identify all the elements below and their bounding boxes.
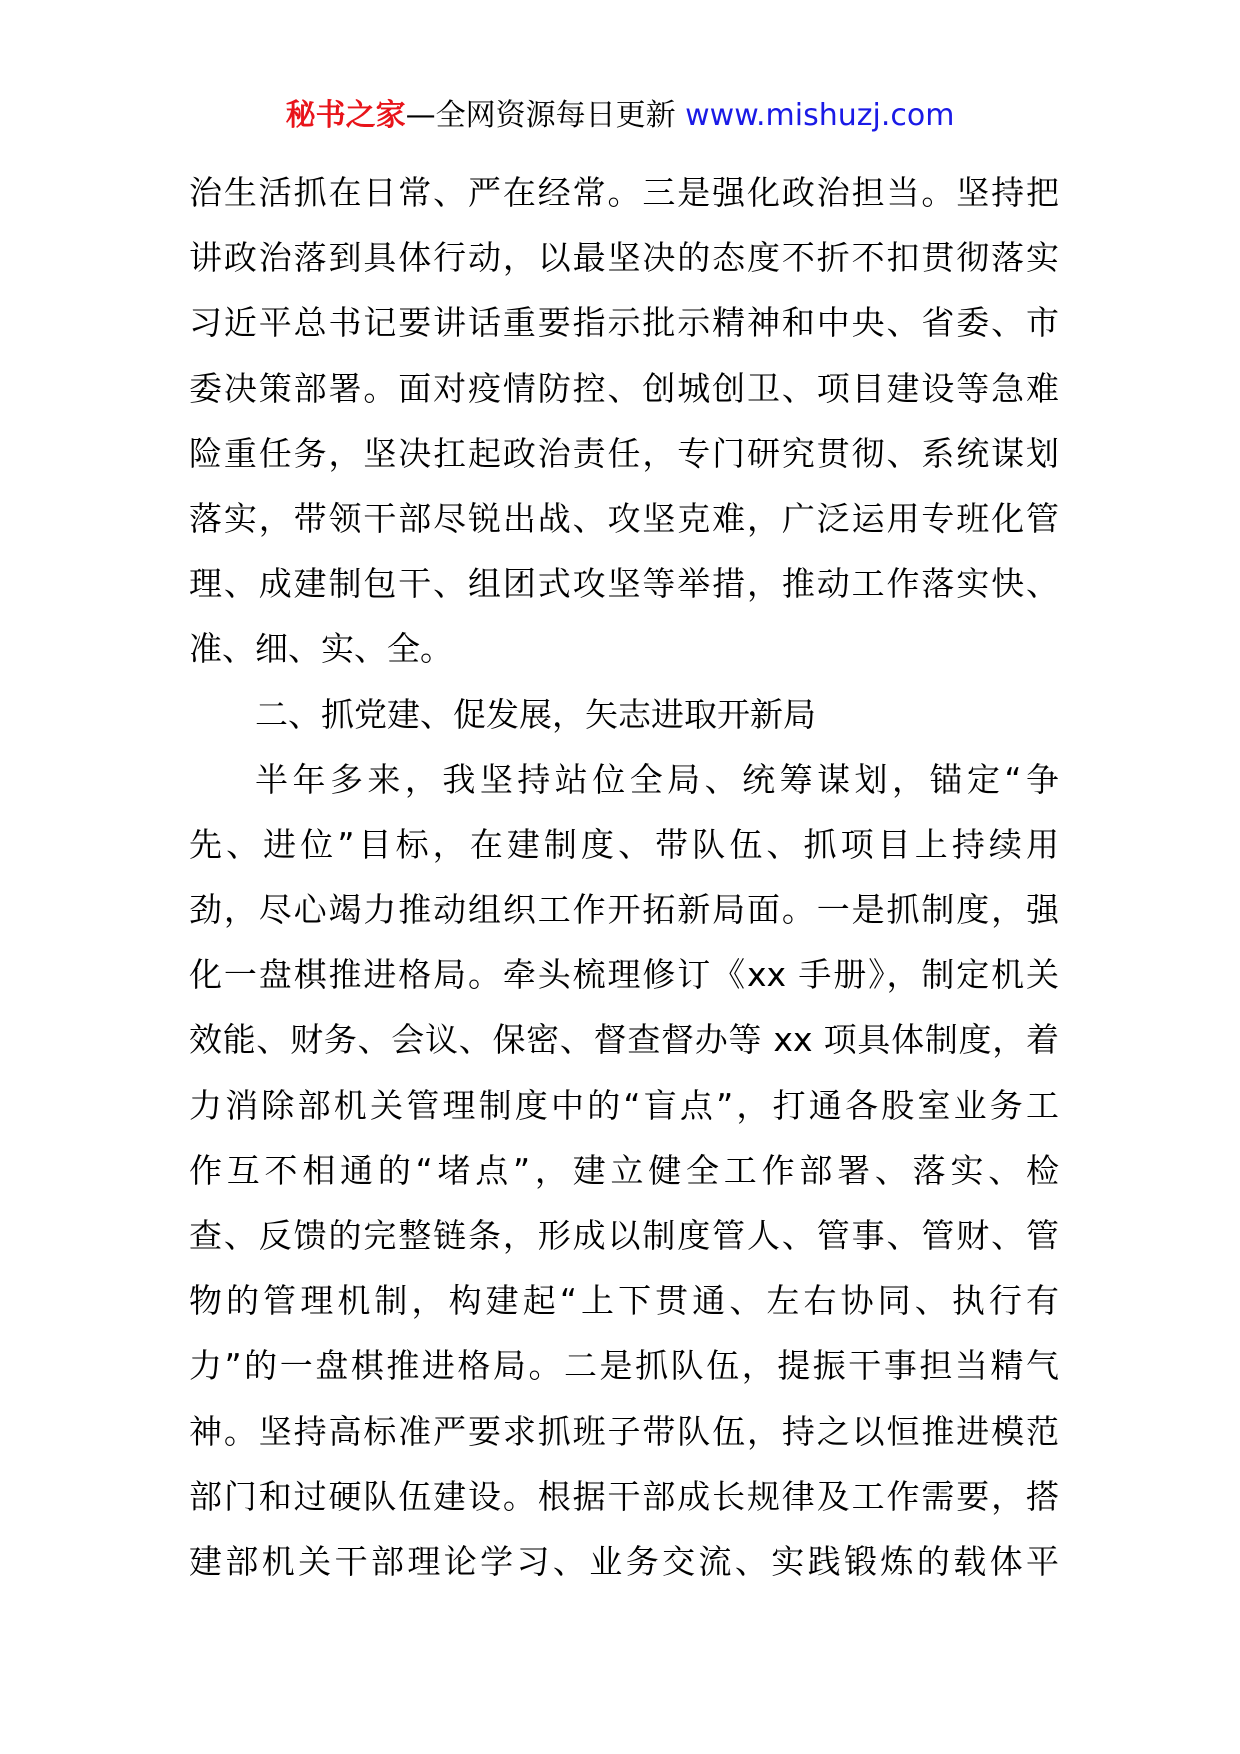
text-line: 力”的一盘棋推进格局。二是抓队伍，提振干事担当精气: [189, 1346, 1059, 1386]
text-line: 查、反馈的完整链条，形成以制度管人、管事、管财、管: [189, 1216, 1059, 1255]
text-line: 效能、财务、会议、保密、督查督办等 xx 项具体制度，着: [189, 1020, 1059, 1060]
text-line: 理、成建制包干、组团式攻坚等举措，推动工作落实快、: [189, 564, 1059, 604]
section-heading: 二、抓党建、促发展，矢志进取开新局: [255, 694, 816, 734]
text-line: 先、进位”目标，在建制度、带队伍、抓项目上持续用: [189, 824, 1059, 864]
text-line: 讲政治落到具体行动，以最坚决的态度不折不扣贯彻落实: [189, 238, 1059, 278]
header-slogan: —全网资源每日更新: [405, 98, 676, 133]
text-line: 力消除部机关管理制度中的“盲点”，打通各股室业务工: [189, 1085, 1059, 1125]
text-line: 建部机关干部理论学习、业务交流、实践锻炼的载体平: [189, 1541, 1059, 1581]
text-line: 物的管理机制，构建起“上下贯通、左右协同、执行有: [189, 1281, 1059, 1321]
text-line: 神。坚持高标准严要求抓班子带队伍，持之以恒推进模范: [189, 1411, 1059, 1451]
text-line: 准、细、实、全。: [189, 629, 453, 669]
text-line: 险重任务，坚决扛起政治责任，专门研究贯彻、系统谋划: [189, 433, 1059, 473]
text-line: 劲，尽心竭力推动组织工作开拓新局面。一是抓制度，强: [189, 890, 1059, 930]
website-link[interactable]: www.mishuzj.com: [685, 98, 955, 133]
brand-name: 秘书之家: [285, 98, 406, 133]
text-line: 委决策部署。面对疫情防控、创城创卫、项目建设等急难: [189, 368, 1059, 408]
text-line: 部门和过硬队伍建设。根据干部成长规律及工作需要，搭: [189, 1476, 1059, 1516]
text-line: 化一盘棋推进格局。牵头梳理修订《xx 手册》，制定机关: [189, 955, 1059, 995]
text-line: 落实，带领干部尽锐出战、攻坚克难，广泛运用专班化管: [189, 498, 1059, 538]
text-line: 习近平总书记要讲话重要指示批示精神和中央、省委、市: [189, 303, 1059, 343]
paragraph-first-line: 半年多来，我坚持站位全局、统筹谋划，锚定“争: [255, 759, 1059, 799]
text-line: 作互不相通的“堵点”，建立健全工作部署、落实、检: [189, 1150, 1059, 1190]
document-body: [189, 160, 1059, 1594]
page-header: [0, 96, 1240, 136]
text-line: 治生活抓在日常、严在经常。三是强化政治担当。坚持把: [189, 173, 1059, 212]
